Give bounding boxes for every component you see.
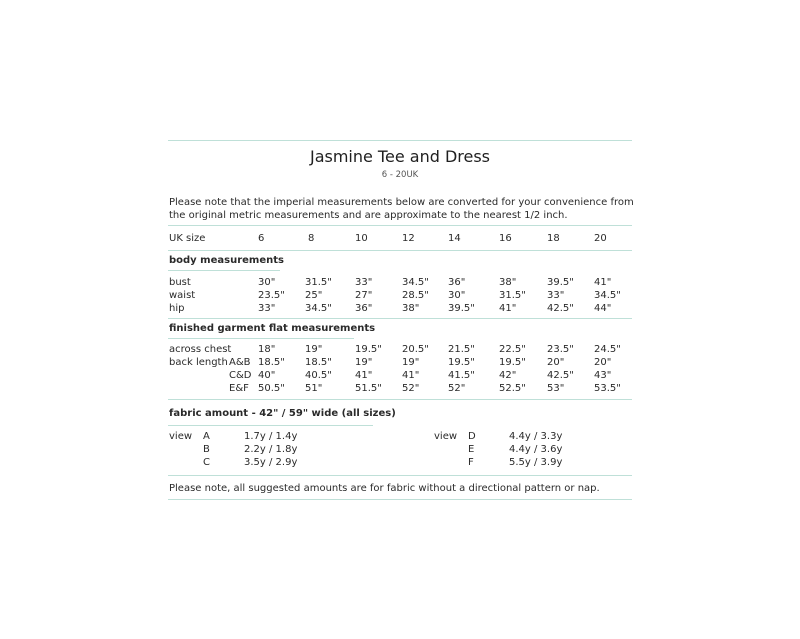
table-cell: 53" [547, 383, 565, 394]
table-cell: 36" [448, 277, 466, 288]
table-cell: 25" [305, 290, 323, 301]
view-letter: C [203, 457, 210, 468]
table-cell: 34.5" [305, 303, 332, 314]
body-section-divider [168, 318, 632, 319]
table-cell: 19.5" [355, 344, 382, 355]
size-header: 20 [594, 233, 607, 244]
body-heading-underline [168, 270, 280, 271]
view-letter: F [468, 457, 474, 468]
table-cell: 31.5" [305, 277, 332, 288]
table-cell: 19" [355, 357, 373, 368]
table-cell: 51.5" [355, 383, 382, 394]
table-cell: 51" [305, 383, 323, 394]
table-cell: 23.5" [258, 290, 285, 301]
bottom-divider [168, 499, 632, 500]
size-header: 10 [355, 233, 368, 244]
table-cell: 38" [499, 277, 517, 288]
fabric-amount: 5.5y / 3.9y [509, 457, 563, 468]
table-cell: 40.5" [305, 370, 332, 381]
table-cell: 18.5" [258, 357, 285, 368]
fabric-section-divider [168, 475, 632, 476]
table-cell: 18" [258, 344, 276, 355]
conversion-note-line-2: the original metric measurements and are approximate to the nearest 1/2 inch. [169, 210, 568, 221]
fabric-amount: 1.7y / 1.4y [244, 431, 298, 442]
size-header-divider [168, 250, 632, 251]
table-cell: 22.5" [499, 344, 526, 355]
view-letter: E [468, 444, 475, 455]
table-cell: 41" [402, 370, 420, 381]
fabric-amount: 2.2y / 1.8y [244, 444, 298, 455]
fabric-amount: 4.4y / 3.3y [509, 431, 563, 442]
view-group-label: C&D [229, 370, 252, 381]
table-cell: 30" [258, 277, 276, 288]
table-cell: 31.5" [499, 290, 526, 301]
table-cell: 33" [547, 290, 565, 301]
finished-section-divider [168, 399, 632, 400]
table-cell: 42.5" [547, 370, 574, 381]
view-letter: D [468, 431, 476, 442]
size-header-label: UK size [169, 233, 206, 244]
table-cell: 18.5" [305, 357, 332, 368]
size-header: 18 [547, 233, 560, 244]
note-divider [168, 225, 632, 226]
view-label-right: view [434, 431, 458, 442]
table-cell: 43" [594, 370, 612, 381]
top-divider [168, 140, 632, 141]
view-letter: A [203, 431, 210, 442]
finished-heading-underline [168, 338, 354, 339]
table-cell: 42" [499, 370, 517, 381]
table-cell: 30" [448, 290, 466, 301]
table-cell: 52.5" [499, 383, 526, 394]
table-cell: 20" [547, 357, 565, 368]
row-label-back-length: back length [169, 357, 228, 368]
table-cell: 20.5" [402, 344, 429, 355]
table-cell: 41" [355, 370, 373, 381]
size-chart-sheet [168, 140, 632, 505]
table-cell: 44" [594, 303, 612, 314]
table-cell: 34.5" [594, 290, 621, 301]
table-cell: 28.5" [402, 290, 429, 301]
fabric-amount: 4.4y / 3.6y [509, 444, 563, 455]
fabric-amount-heading: fabric amount - 42" / 59" wide (all sizes) [169, 408, 396, 419]
table-cell: 33" [355, 277, 373, 288]
page-title: Jasmine Tee and Dress [309, 147, 491, 166]
size-header: 16 [499, 233, 512, 244]
table-cell: 34.5" [402, 277, 429, 288]
table-cell: 52" [402, 383, 420, 394]
footer-note: Please note, all suggested amounts are for fabric without a directional pattern or nap. [169, 483, 600, 494]
table-cell: 27" [355, 290, 373, 301]
table-cell: 21.5" [448, 344, 475, 355]
finished-measurements-heading: finished garment flat measurements [169, 323, 376, 334]
table-cell: 33" [258, 303, 276, 314]
table-cell: 38" [402, 303, 420, 314]
conversion-note-line-1: Please note that the imperial measurements below are converted for your convenience from [169, 197, 634, 208]
table-cell: 39.5" [547, 277, 574, 288]
view-letter: B [203, 444, 210, 455]
view-group-label: E&F [229, 383, 249, 394]
row-label-across-chest: across chest [169, 344, 232, 355]
table-cell: 53.5" [594, 383, 621, 394]
fabric-amount: 3.5y / 2.9y [244, 457, 298, 468]
fabric-heading-underline [168, 425, 373, 426]
view-group-label: A&B [229, 357, 251, 368]
table-cell: 41.5" [448, 370, 475, 381]
view-label-left: view [169, 431, 193, 442]
size-header: 12 [402, 233, 415, 244]
table-cell: 19" [305, 344, 323, 355]
size-header: 6 [258, 233, 265, 244]
row-label-waist: waist [169, 290, 196, 301]
table-cell: 42.5" [547, 303, 574, 314]
table-cell: 52" [448, 383, 466, 394]
size-header: 8 [308, 233, 315, 244]
row-label-hip: hip [169, 303, 185, 314]
table-cell: 41" [594, 277, 612, 288]
size-header: 14 [448, 233, 461, 244]
table-cell: 23.5" [547, 344, 574, 355]
body-measurements-heading: body measurements [169, 255, 284, 266]
table-cell: 20" [594, 357, 612, 368]
table-cell: 24.5" [594, 344, 621, 355]
size-range: 6 - 20UK [381, 170, 419, 180]
table-cell: 36" [355, 303, 373, 314]
table-cell: 19.5" [448, 357, 475, 368]
table-cell: 39.5" [448, 303, 475, 314]
table-cell: 41" [499, 303, 517, 314]
row-label-bust: bust [169, 277, 191, 288]
table-cell: 19.5" [499, 357, 526, 368]
table-cell: 40" [258, 370, 276, 381]
table-cell: 19" [402, 357, 420, 368]
table-cell: 50.5" [258, 383, 285, 394]
